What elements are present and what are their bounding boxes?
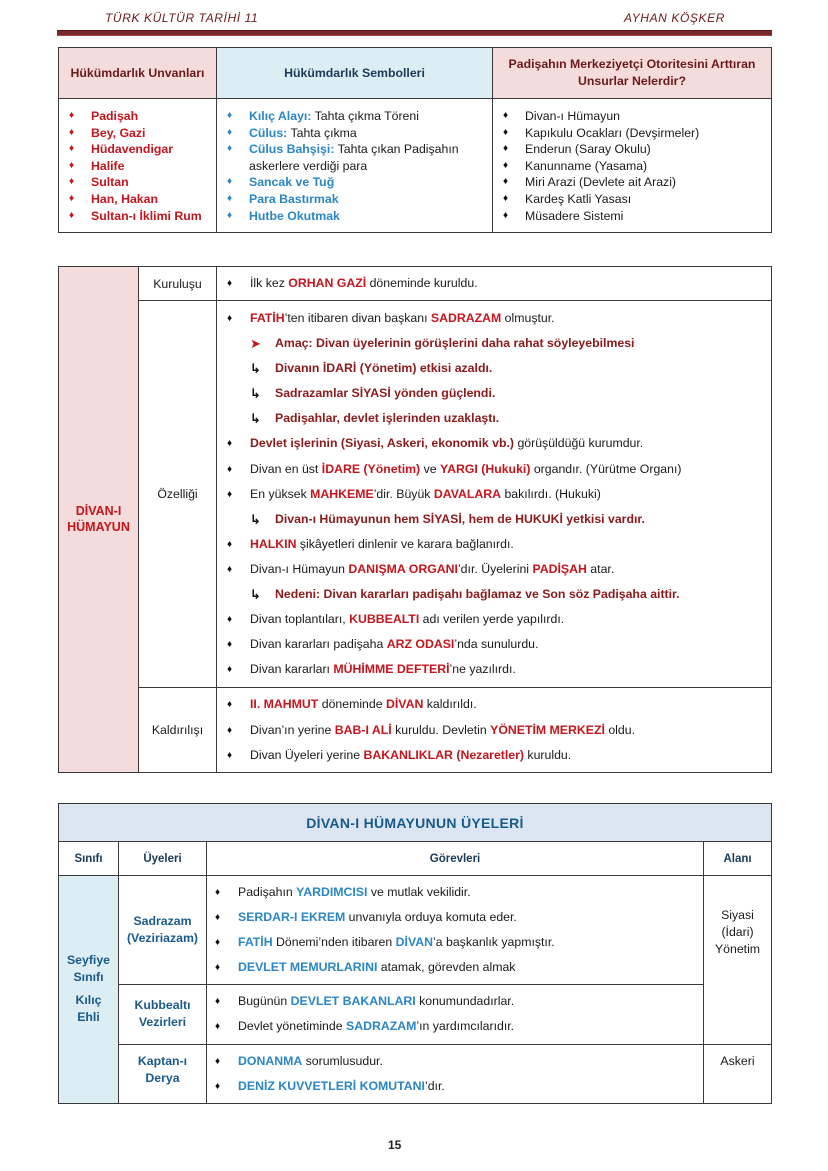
- list-item: ♦ FATİH’ten itibaren divan başkanı SADRAZAM olmuştur.: [227, 306, 761, 331]
- list-item: ♦ Devlet işlerinin (Siyasi, Askeri, ekonomik vb.) görüşüldüğü kurumdur.: [227, 431, 761, 456]
- symbols-list-cont: [225, 174, 484, 224]
- diamond-bullet-icon: ♦: [227, 488, 233, 500]
- book-title: TÜRK KÜLTÜR TARİHİ 11: [105, 11, 259, 25]
- col-header-duties: Görevleri: [207, 842, 704, 876]
- list-item: ♦ Bey, Gazi: [67, 125, 208, 142]
- diamond-bullet-icon: ♦: [215, 937, 221, 949]
- area-political: Siyasi (İdari) Yönetim: [704, 876, 772, 1045]
- list-item: ↳ Divan-ı Hümayunun hem SİYASİ, hem de HUKUKİ yetkisi vardır.: [227, 507, 761, 532]
- symbols-list: [225, 108, 484, 158]
- list-item: ♦ Divan kararları MÜHİMME DEFTERİ’ne yazılırdı.: [227, 657, 761, 682]
- list-item: ♦ Kılıç Alayı: Tahta çıkma Töreni: [225, 108, 484, 125]
- list-item: ♦ Divan toplantıları, KUBBEALTI adı verilen yerde yapılırdı.: [227, 607, 761, 632]
- list-item: ♦ Sancak ve Tuğ: [225, 174, 484, 191]
- member-sadrazam: Sadrazam (Veziriazam): [119, 876, 207, 985]
- list-item: ♦ Sultan-ı İklimi Rum: [67, 208, 208, 225]
- diamond-bullet-icon: ♦: [227, 699, 233, 711]
- list-item: ♦ II. MAHMUT döneminde DİVAN kaldırıldı.: [227, 692, 761, 717]
- col-header-area: Alanı: [704, 842, 772, 876]
- diamond-bullet-icon: ♦: [227, 614, 233, 626]
- col-header-class: Sınıfı: [59, 842, 119, 876]
- list-item: ♦ Divan’ın yerine BAB-I ALİ kuruldu. Devletin YÖNETİM MERKEZİ oldu.: [227, 718, 761, 743]
- class-cell: Seyfiye Sınıfı Kılıç Ehli: [59, 876, 119, 1104]
- list-item: ♦ Padişah: [67, 108, 208, 125]
- list-item: ♦ Kardeş Katli Yasası: [501, 191, 763, 208]
- diamond-bullet-icon: ♦: [215, 962, 221, 974]
- hook-arrow-icon: ↳: [250, 361, 261, 377]
- diamond-bullet-icon: ♦: [227, 277, 233, 289]
- list-item: ↳ Nedeni: Divan kararları padişahı bağlamaz ve Son söz Padişaha aittir.: [227, 582, 761, 607]
- list-item: ♦ Para Bastırmak: [225, 191, 484, 208]
- diamond-bullet-icon: ♦: [227, 664, 233, 676]
- section-label-abolition: Kaldırılışı: [139, 688, 217, 772]
- page-number: 15: [388, 1138, 402, 1152]
- list-item: ♦ SERDAR-I EKREM unvanıyla orduya komuta eder.: [215, 905, 695, 930]
- list-item: ♦ Cülus Bahşişi: Tahta çıkan Padişahın: [225, 141, 484, 158]
- col-header-titles: Hükümdarlık Unvanları: [59, 48, 217, 99]
- member-kaptan: Kaptan-ı Derya: [119, 1044, 207, 1103]
- header-rule: [57, 30, 772, 36]
- diamond-bullet-icon: ♦: [227, 538, 233, 550]
- section-label-features: Özelliği: [139, 301, 217, 688]
- list-item: ↳ Padişahlar, devlet işlerinden uzaklaştı.: [227, 406, 761, 431]
- list-item: ♦ Kapıkulu Ocakları (Devşirmeler): [501, 125, 763, 142]
- col-header-symbols: Hükümdarlık Sembolleri: [217, 48, 493, 99]
- diamond-bullet-icon: ♦: [215, 912, 221, 924]
- founding-items: [217, 267, 772, 301]
- col-header-authority: Padişahın Merkeziyetçi Otoritesini Arttıran Unsurlar Nelerdir?: [493, 48, 772, 99]
- hook-arrow-icon: ↳: [250, 386, 261, 402]
- hook-arrow-icon: ↳: [250, 511, 261, 527]
- arrow-bullet-icon: ➤: [250, 336, 261, 352]
- member-kubbealti: Kubbealtı Vezirleri: [119, 985, 207, 1044]
- list-item: ↳ Divanın İDARİ (Yönetim) etkisi azaldı.: [227, 356, 761, 381]
- diamond-bullet-icon: ♦: [227, 639, 233, 651]
- divan-table: [58, 266, 772, 773]
- author-name: AYHAN KÖŞKER: [623, 11, 725, 25]
- list-item: ♦ Kanunname (Yasama): [501, 158, 763, 175]
- duties-sadrazam: [207, 876, 704, 985]
- list-item: ♦ Sultan: [67, 174, 208, 191]
- diamond-bullet-icon: ♦: [215, 996, 221, 1008]
- diamond-bullet-icon: ♦: [227, 749, 233, 761]
- diamond-bullet-icon: ♦: [215, 1080, 221, 1092]
- list-item: ♦ Divan kararları padişaha ARZ ODASI’nda sunulurdu.: [227, 632, 761, 657]
- diamond-bullet-icon: ♦: [227, 724, 233, 736]
- page-header: [57, 10, 772, 30]
- diamond-bullet-icon: ♦: [215, 1021, 221, 1033]
- list-item: ♦ Devlet yönetiminde SADRAZAM’ın yardımcılarıdır.: [215, 1014, 695, 1039]
- authority-cell: [493, 99, 772, 233]
- authority-list: [501, 108, 763, 224]
- diamond-bullet-icon: ♦: [227, 313, 233, 324]
- list-item: ♦ HALKIN şikâyetleri dinlenir ve karara bağlanırdı.: [227, 532, 761, 557]
- list-item: ♦ Müsadere Sistemi: [501, 208, 763, 225]
- list-item: ♦ Hüdavendigar: [67, 141, 208, 158]
- list-item: ➤ Amaç: Divan üyelerinin görüşlerini daha rahat söyleyebilmesi: [227, 331, 761, 356]
- list-item: ♦ DEVLET MEMURLARINI atamak, görevden almak: [215, 955, 695, 980]
- members-table: [58, 803, 772, 1104]
- duties-kubbealti: [207, 985, 704, 1044]
- sovereignty-table: [58, 47, 772, 233]
- section-label-founding: Kuruluşu: [139, 267, 217, 301]
- diamond-bullet-icon: ♦: [215, 1055, 221, 1067]
- hook-arrow-icon: ↳: [250, 587, 261, 603]
- area-military: Askeri: [704, 1044, 772, 1103]
- list-item: ↳ Sadrazamlar SİYASİ yönden güçlendi.: [227, 381, 761, 406]
- features-items: [217, 301, 772, 688]
- list-item: ♦ Bugünün DEVLET BAKANLARI konumundadırlar.: [215, 989, 695, 1014]
- list-item: ♦ FATİH Dönemi’nden itibaren DİVAN’a başkanlık yapmıştır.: [215, 930, 695, 955]
- hook-arrow-icon: ↳: [250, 411, 261, 427]
- list-item: ♦ Enderun (Saray Okulu): [501, 141, 763, 158]
- diamond-bullet-icon: ♦: [227, 438, 233, 450]
- members-table-title: DİVAN-I HÜMAYUNUN ÜYELERİ: [59, 804, 772, 842]
- diamond-bullet-icon: ♦: [215, 887, 221, 898]
- titles-list: [67, 108, 208, 224]
- list-item: ♦ Padişahın YARDIMCISI ve mutlak vekilidir.: [215, 880, 695, 905]
- col-header-members: Üyeleri: [119, 842, 207, 876]
- list-item: ♦ İlk kez ORHAN GAZİ döneminde kuruldu.: [227, 271, 761, 296]
- symbols-cell: [217, 99, 493, 233]
- list-item: ♦ En yüksek MAHKEME’dir. Büyük DAVALARA bakılırdı. (Hukuki): [227, 482, 761, 507]
- list-item: ♦ Divan Üyeleri yerine BAKANLIKLAR (Nezaretler) kuruldu.: [227, 743, 761, 768]
- divan-title: DİVAN-I HÜMAYUN: [59, 267, 139, 773]
- list-item: ♦ Cülus: Tahta çıkma: [225, 125, 484, 142]
- titles-cell: [59, 99, 217, 233]
- list-item-continuation: askerlere verdiği para: [249, 158, 368, 173]
- list-item: ♦ DONANMA sorumlusudur.: [215, 1049, 695, 1074]
- list-item: ♦ Divan-ı Hümayun: [501, 108, 763, 125]
- list-item: ♦ Han, Hakan: [67, 191, 208, 208]
- list-item: ♦ Divan en üst İDARE (Yönetim) ve YARGI (Hukuki) organdır. (Yürütme Organı): [227, 457, 761, 482]
- diamond-bullet-icon: ♦: [227, 563, 233, 575]
- list-item: ♦ Halife: [67, 158, 208, 175]
- abolition-items: [217, 688, 772, 772]
- list-item: ♦ Miri Arazi (Devlete ait Arazi): [501, 174, 763, 191]
- list-item: ♦ Hutbe Okutmak: [225, 208, 484, 225]
- diamond-bullet-icon: ♦: [227, 463, 233, 475]
- list-item: ♦ DENİZ KUVVETLERİ KOMUTANI’dır.: [215, 1074, 695, 1099]
- list-item: ♦ Divan-ı Hümayun DANIŞMA ORGANI’dır. Üyelerini PADİŞAH atar.: [227, 557, 761, 582]
- duties-kaptan: [207, 1044, 704, 1103]
